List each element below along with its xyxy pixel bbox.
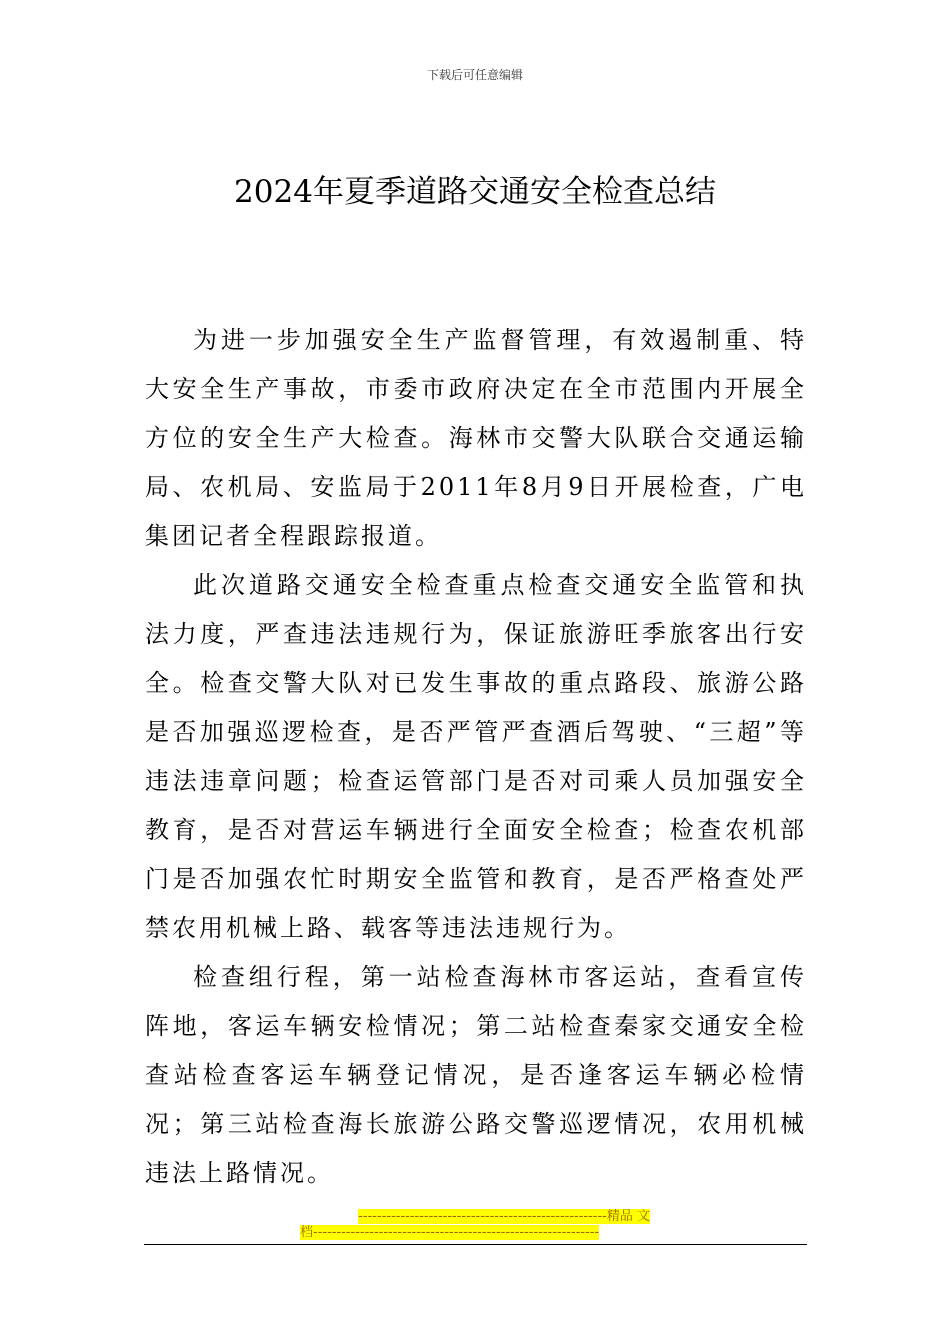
paragraph-2: 此次道路交通安全检查重点检查交通安全监管和执法力度，严查违法违规行为，保证旅游旺季旅客出行安全。检查交警大队对已发生事故的重点路段、旅游公路是否加强巡逻检查，是否严管严查酒后驾驶、“三超”等违法违章问题；检查运管部门是否对司乘人员加强安全教育，是否对营运车辆进行全面安全检查；检查农机部门是否加强农忙时期安全监管和教育，是否严格查处严禁农用机械上路、载客等违法违规行为。 <box>145 571 807 942</box>
footer-watermark <box>300 1209 650 1241</box>
footer-line-2: 档------------------------------------------------------------- <box>300 1225 600 1240</box>
paragraph-3: 检查组行程，第一站检查海林市客运站，查看宣传阵地，客运车辆安检情况；第二站检查秦家交通安全检查站检查客运车辆登记情况，是否逢客运车辆必检情况；第三站检查海长旅游公路交警巡逻情况，农用机械违法上路情况。 <box>145 963 807 1187</box>
footer-divider <box>144 1244 807 1245</box>
paragraph-1: 为进一步加强安全生产监督管理，有效遏制重、特大安全生产事故，市委市政府决定在全市范围内开展全方位的安全生产大检查。海林市交警大队联合交通运输局、农机局、安监局于2011年8月9日开展检查，广电集团记者全程跟踪报道。 <box>145 326 807 550</box>
document-title: 2024年夏季道路交通安全检查总结 <box>234 174 716 210</box>
document-body <box>145 316 807 1198</box>
header-note: 下载后可任意编辑 <box>426 68 523 82</box>
footer-line-1: -----------------------------------------------------精品 文 <box>358 1209 650 1224</box>
